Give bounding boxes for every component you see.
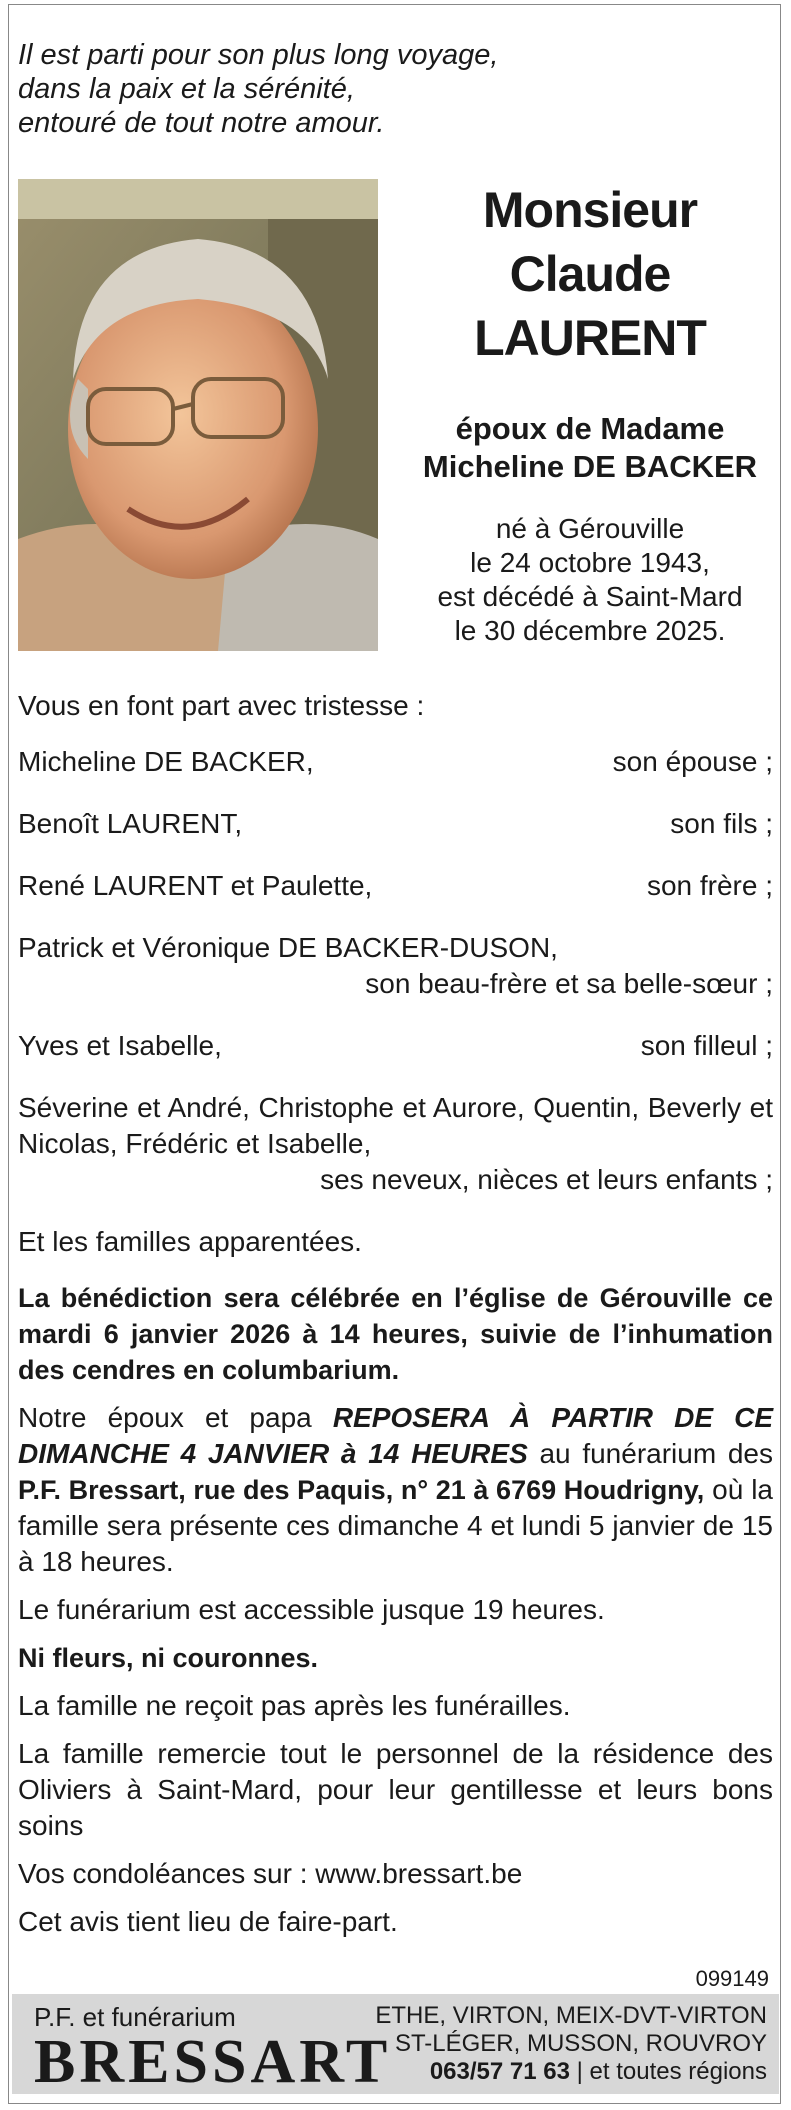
notice-text: Cet avis tient lieu de faire-part. xyxy=(18,1906,398,1937)
spouse-info xyxy=(400,410,780,486)
title: Monsieur xyxy=(482,182,698,238)
footer-regions: | et toutes régions xyxy=(576,2058,767,2085)
family-row xyxy=(18,806,773,842)
phone-number: 063/57 71 63 xyxy=(429,2058,570,2085)
poem-line: dans la paix et la sérénité, xyxy=(18,73,355,105)
family-row xyxy=(18,1090,773,1198)
portrait-photo xyxy=(18,179,378,651)
family-row xyxy=(18,1028,773,1064)
brand-logo: BRESSART xyxy=(34,2028,392,2096)
birth-date: le 24 octobre 1943, xyxy=(470,547,710,578)
death-place: est décédé à Saint-Mard xyxy=(437,581,743,612)
portrait-image xyxy=(18,179,378,651)
family-row xyxy=(18,744,773,780)
family-name: René LAURENT et Paulette, xyxy=(18,870,373,901)
first-name: Claude xyxy=(509,246,671,302)
footer-towns: ETHE, VIRTON, MEIX-DVT-VIRTON xyxy=(375,2002,767,2029)
footer-contact xyxy=(375,2002,767,2086)
family-name: Patrick et Véronique DE BACKER-DUSON, xyxy=(18,932,558,963)
footer-label: P.F. et funérarium xyxy=(34,2002,236,2032)
reference-number: 099149 xyxy=(695,1966,769,1991)
obituary-body xyxy=(18,688,773,1952)
family-name: Micheline DE BACKER, xyxy=(18,746,314,777)
footer-towns: ST-LÉGER, MUSSON, ROUVROY xyxy=(394,2030,767,2057)
visitation-info xyxy=(18,1400,773,1580)
family-name: Benoît LAURENT, xyxy=(18,808,243,839)
visit-text: au funérarium des xyxy=(527,1438,774,1469)
death-date: le 30 décembre 2025. xyxy=(454,615,726,646)
family-row xyxy=(18,868,773,904)
deceased-block xyxy=(400,178,780,648)
family-relation: ses neveux, nièces et leurs enfants ; xyxy=(320,1164,773,1195)
last-name: LAURENT xyxy=(474,310,706,366)
family-relation: son frère ; xyxy=(646,870,773,901)
funeral-home-footer xyxy=(12,1994,779,2094)
condolences-text: Vos condoléances sur : www.bressart.be xyxy=(18,1858,523,1889)
family-name: Séverine et André, Christophe et Aurore, Quentin, Beverly et Nicolas, Frédéric et Isabelle, xyxy=(18,1092,773,1159)
poem-line: Il est parti pour son plus long voyage, xyxy=(18,39,499,71)
footer-brand-block xyxy=(34,2002,392,2096)
family-relation: son filleul ; xyxy=(640,1030,773,1061)
opening-poem xyxy=(18,38,498,140)
access-info: Le funérarium est accessible jusque 19 heures. xyxy=(18,1594,605,1625)
poem-line: entouré de tout notre amour. xyxy=(18,107,385,139)
related-families: Et les familles apparentées. xyxy=(18,1226,362,1257)
intro-text: Vous en font part avec tristesse : xyxy=(18,690,425,721)
ceremony-info: La bénédiction sera célébrée en l’église de Gérouville ce mardi 6 janvier 2026 à 14 heures, suivie de l’inhumation des cendres en columbarium. xyxy=(18,1283,773,1385)
birth-place: né à Gérouville xyxy=(495,513,685,544)
family-relation: son beau-frère et sa belle-sœur ; xyxy=(365,968,773,999)
family-relation: son épouse ; xyxy=(612,746,773,777)
family-name: Yves et Isabelle, xyxy=(18,1030,222,1061)
thanks-text: La famille remercie tout le personnel de la résidence des Oliviers à Saint-Mard, pour leur gentillesse et leurs bons soins xyxy=(18,1738,773,1841)
visit-text: où la famille sera présente ces dimanche 4 et lundi 5 janvier de 15 à 18 heures. xyxy=(18,1474,774,1577)
spouse-line: époux de Madame xyxy=(455,411,725,446)
visit-text: Notre époux et papa xyxy=(18,1402,333,1433)
spouse-name: Micheline DE BACKER xyxy=(422,449,758,484)
family-relation: son fils ; xyxy=(670,808,773,839)
flowers-notice: Ni fleurs, ni couronnes. xyxy=(18,1643,319,1673)
visit-time: REPOSERA À PARTIR DE CE DIMANCHE 4 JANVIER à 14 HEURES xyxy=(18,1402,774,1469)
birth-death-info xyxy=(400,512,780,648)
family-row xyxy=(18,930,773,1002)
funeral-home-address: P.F. Bressart, rue des Paquis, n° 21 à 6769 Houdrigny, xyxy=(18,1475,705,1505)
no-visits-notice: La famille ne reçoit pas après les funérailles. xyxy=(18,1690,571,1721)
footer-phone-line xyxy=(375,2058,767,2086)
